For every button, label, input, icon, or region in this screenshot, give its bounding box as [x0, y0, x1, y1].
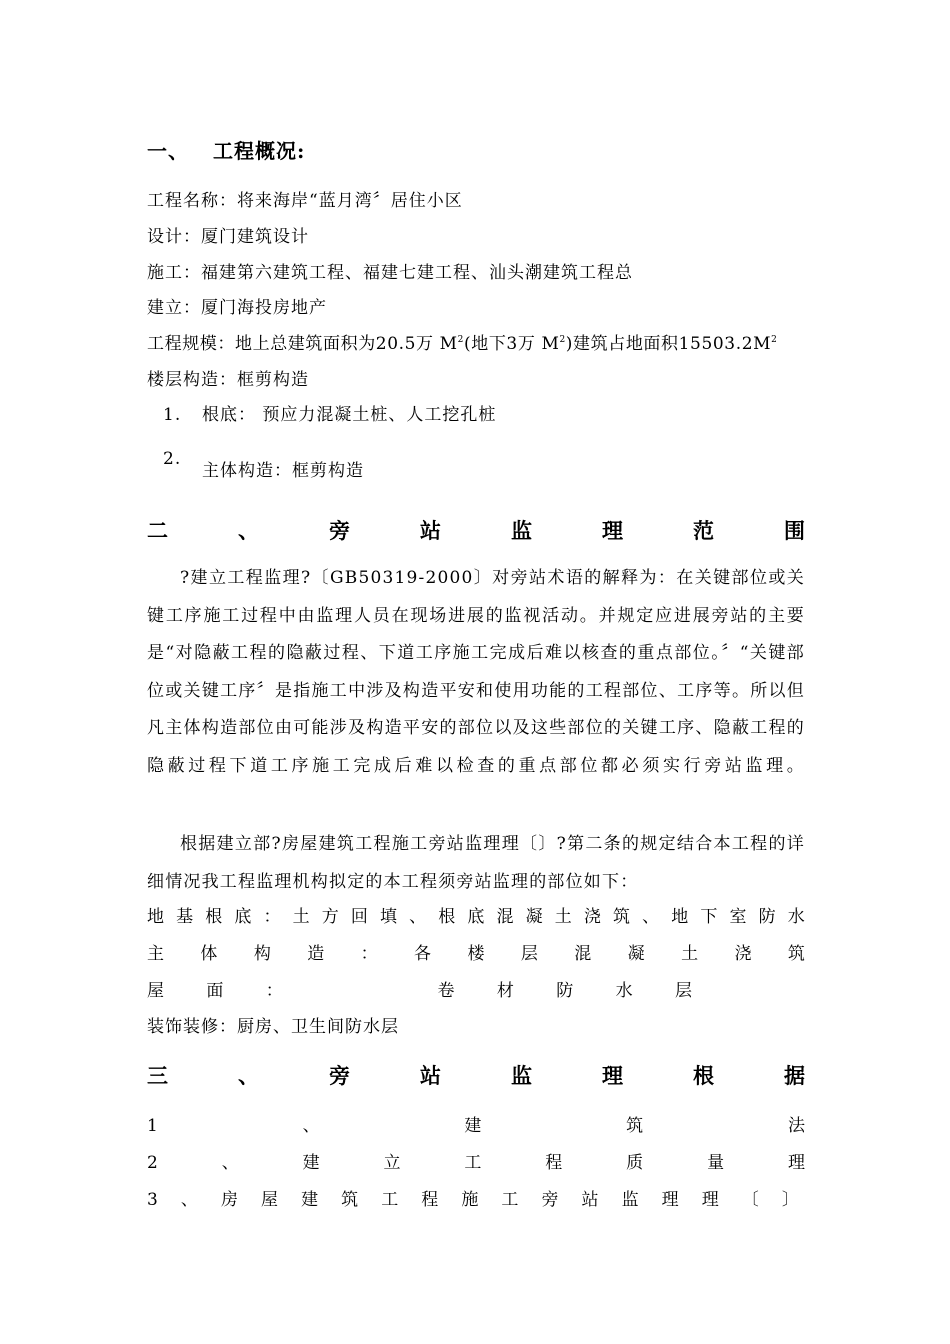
row-char: 、	[180, 1190, 198, 1210]
row-char: 层	[520, 944, 538, 964]
row-char: 土	[681, 944, 699, 964]
row-char: 凝	[627, 944, 645, 964]
floor-structure: 楼层构造：框剪构造	[147, 370, 309, 390]
section-2-heading	[147, 518, 805, 544]
row-char: 底	[467, 907, 485, 927]
section-1-title: 工程概况:	[213, 139, 306, 163]
row-char: 3	[147, 1190, 158, 1210]
row-char: 〕	[781, 1190, 799, 1210]
heading-char: 、	[238, 1063, 259, 1088]
row-char: 水	[787, 907, 805, 927]
basis-row-3	[147, 1189, 799, 1211]
list-item-1-number: 1.	[163, 405, 182, 425]
row-char: 卷	[437, 981, 455, 1001]
scale-part-b: (地下3万 M	[464, 334, 560, 354]
superscript: 2	[457, 335, 464, 345]
row-char: 2	[147, 1153, 158, 1173]
row-char: 量	[707, 1153, 725, 1173]
row-char: 、	[221, 1153, 239, 1173]
heading-char: 监	[511, 1063, 532, 1088]
heading-char: 旁	[329, 518, 350, 543]
row-char: 下	[700, 907, 718, 927]
row-char: 基	[176, 907, 194, 927]
section-1-number: 一、	[147, 139, 189, 163]
row-char: 混	[574, 944, 592, 964]
row-char: 体	[200, 944, 218, 964]
row-char: 施	[461, 1190, 479, 1210]
row-char: 理	[787, 1153, 805, 1173]
row-char: 建	[302, 1153, 320, 1173]
superscript: 2	[559, 335, 566, 345]
row-char: 工	[381, 1190, 399, 1210]
row-char: 旁	[541, 1190, 559, 1210]
list-item-1-text: 根底： 预应力混凝土桩、人工挖孔桩	[202, 405, 497, 425]
row-char: 筑	[341, 1190, 359, 1210]
list-item-2-text: 主体构造：框剪构造	[202, 461, 364, 481]
row-char: 楼	[467, 944, 485, 964]
row-char: 面	[206, 981, 224, 1001]
decoration-line: 装饰装修：厨房、卫生间防水层	[147, 1017, 399, 1037]
developer: 建立：厦门海投房地产	[147, 298, 327, 318]
row-char: 工	[501, 1190, 519, 1210]
row-char: ：	[263, 907, 281, 927]
row-char: 筑	[626, 1116, 644, 1136]
row-char: 材	[496, 981, 514, 1001]
row-char: 程	[545, 1153, 563, 1173]
heading-char: 根	[693, 1063, 714, 1088]
row-char: 防	[758, 907, 776, 927]
row-char: 房	[220, 1190, 238, 1210]
heading-char: 站	[420, 1063, 441, 1088]
row-char: 建	[301, 1190, 319, 1210]
row-char: 室	[729, 907, 747, 927]
row-char: 筑	[613, 907, 630, 927]
row-char: 根	[205, 907, 223, 927]
project-name: 工程名称：将来海岸“蓝月湾〞居住小区	[147, 191, 463, 211]
scale-part-c: )建筑占地面积15503.2M	[565, 334, 772, 354]
row-char: 1	[147, 1116, 158, 1136]
row-char: 混	[496, 907, 514, 927]
heading-char: 二	[147, 518, 168, 543]
heading-char: 范	[693, 518, 714, 543]
heading-char: 、	[238, 518, 259, 543]
list-item-2-number: 2.	[163, 449, 182, 469]
row-char: 回	[350, 907, 368, 927]
row-char: 浇	[583, 907, 601, 927]
heading-char: 理	[602, 1063, 623, 1088]
row-char: 〔	[741, 1190, 759, 1210]
row-char: 造	[307, 944, 325, 964]
heading-char: 据	[784, 1063, 805, 1088]
row-char: 水	[615, 981, 633, 1001]
row-char: 质	[626, 1153, 644, 1173]
row-char: 土	[554, 907, 572, 927]
row-char: 、	[302, 1116, 320, 1136]
row-char: 监	[621, 1190, 639, 1210]
row-char: 各	[414, 944, 432, 964]
designer: 设计：厦门建筑设计	[147, 227, 309, 247]
heading-char: 旁	[329, 1063, 350, 1088]
row-foundation	[147, 906, 805, 928]
row-char: 防	[556, 981, 574, 1001]
row-main-structure	[147, 943, 805, 965]
row-char: 构	[253, 944, 271, 964]
row-char: 站	[581, 1190, 599, 1210]
row-char: 层	[675, 981, 692, 1001]
project-scale	[147, 333, 777, 355]
row-char: 底	[234, 907, 252, 927]
basis-row-2	[147, 1152, 805, 1174]
heading-char: 站	[420, 518, 441, 543]
row-char: 立	[383, 1153, 401, 1173]
row-char: 理	[661, 1190, 679, 1210]
row-char: 填	[380, 907, 397, 927]
constructor: 施工：福建第六建筑工程、福建七建工程、汕头潮建筑工程总	[147, 263, 633, 283]
row-char: 、	[409, 907, 427, 927]
section-3-heading	[147, 1063, 805, 1089]
row-char: 法	[787, 1116, 805, 1136]
row-char: ：	[265, 981, 283, 1001]
row-char: 建	[464, 1116, 482, 1136]
heading-char: 三	[147, 1063, 168, 1088]
row-char: 方	[321, 907, 339, 927]
paragraph-supervision-basis: 根据建立部?房屋建筑工程施工旁站监理理〔〕?第二条的规定结合本工程的详细情况我工程监理机构拟定的本工程须旁站监理的部位如下：	[147, 834, 805, 892]
row-char: 程	[421, 1190, 439, 1210]
row-char: 工	[464, 1153, 482, 1173]
heading-char: 围	[784, 518, 805, 543]
scale-part-a: 工程规模：地上总建筑面积为20.5万 M	[147, 334, 458, 354]
row-roof	[147, 980, 692, 1002]
row-char: 屋	[147, 981, 164, 1001]
row-char: 筑	[787, 944, 805, 964]
section-1-heading	[147, 140, 305, 162]
row-char: 土	[292, 907, 310, 927]
row-char: 、	[642, 907, 660, 927]
row-char: 凝	[525, 907, 543, 927]
row-char: 屋	[261, 1190, 279, 1210]
row-char: 地	[671, 907, 689, 927]
paragraph-supervision-definition: ?建立工程监理?〔GB50319-2000〕对旁站术语的解释为：在关键部位或关键工序施工过程中由监理人员在现场进展的监视活动。并规定应进展旁站的主要是“对隐蔽工程的隐蔽过程、下道工序施工完成后难以核查的重点部位。〞“关键部位或关键工序〞是指施工中涉及构造平安和使用功能的工程部位、工序等。所以但凡主体构造部位由可能涉及构造平安的部位以及这些部位的关键工序、隐蔽工程的隐蔽过程下道工序施工完成后难以检查的重点部位都必须实行旁站监理。	[147, 568, 805, 776]
row-char: 地	[147, 907, 164, 927]
heading-char: 理	[602, 518, 623, 543]
superscript: 2	[771, 335, 778, 345]
row-char: 主	[147, 944, 164, 964]
row-char: 理	[701, 1190, 719, 1210]
basis-row-1	[147, 1115, 805, 1137]
row-char: 根	[438, 907, 456, 927]
heading-char: 监	[511, 518, 532, 543]
row-char: ：	[360, 944, 378, 964]
row-char: 浇	[734, 944, 752, 964]
